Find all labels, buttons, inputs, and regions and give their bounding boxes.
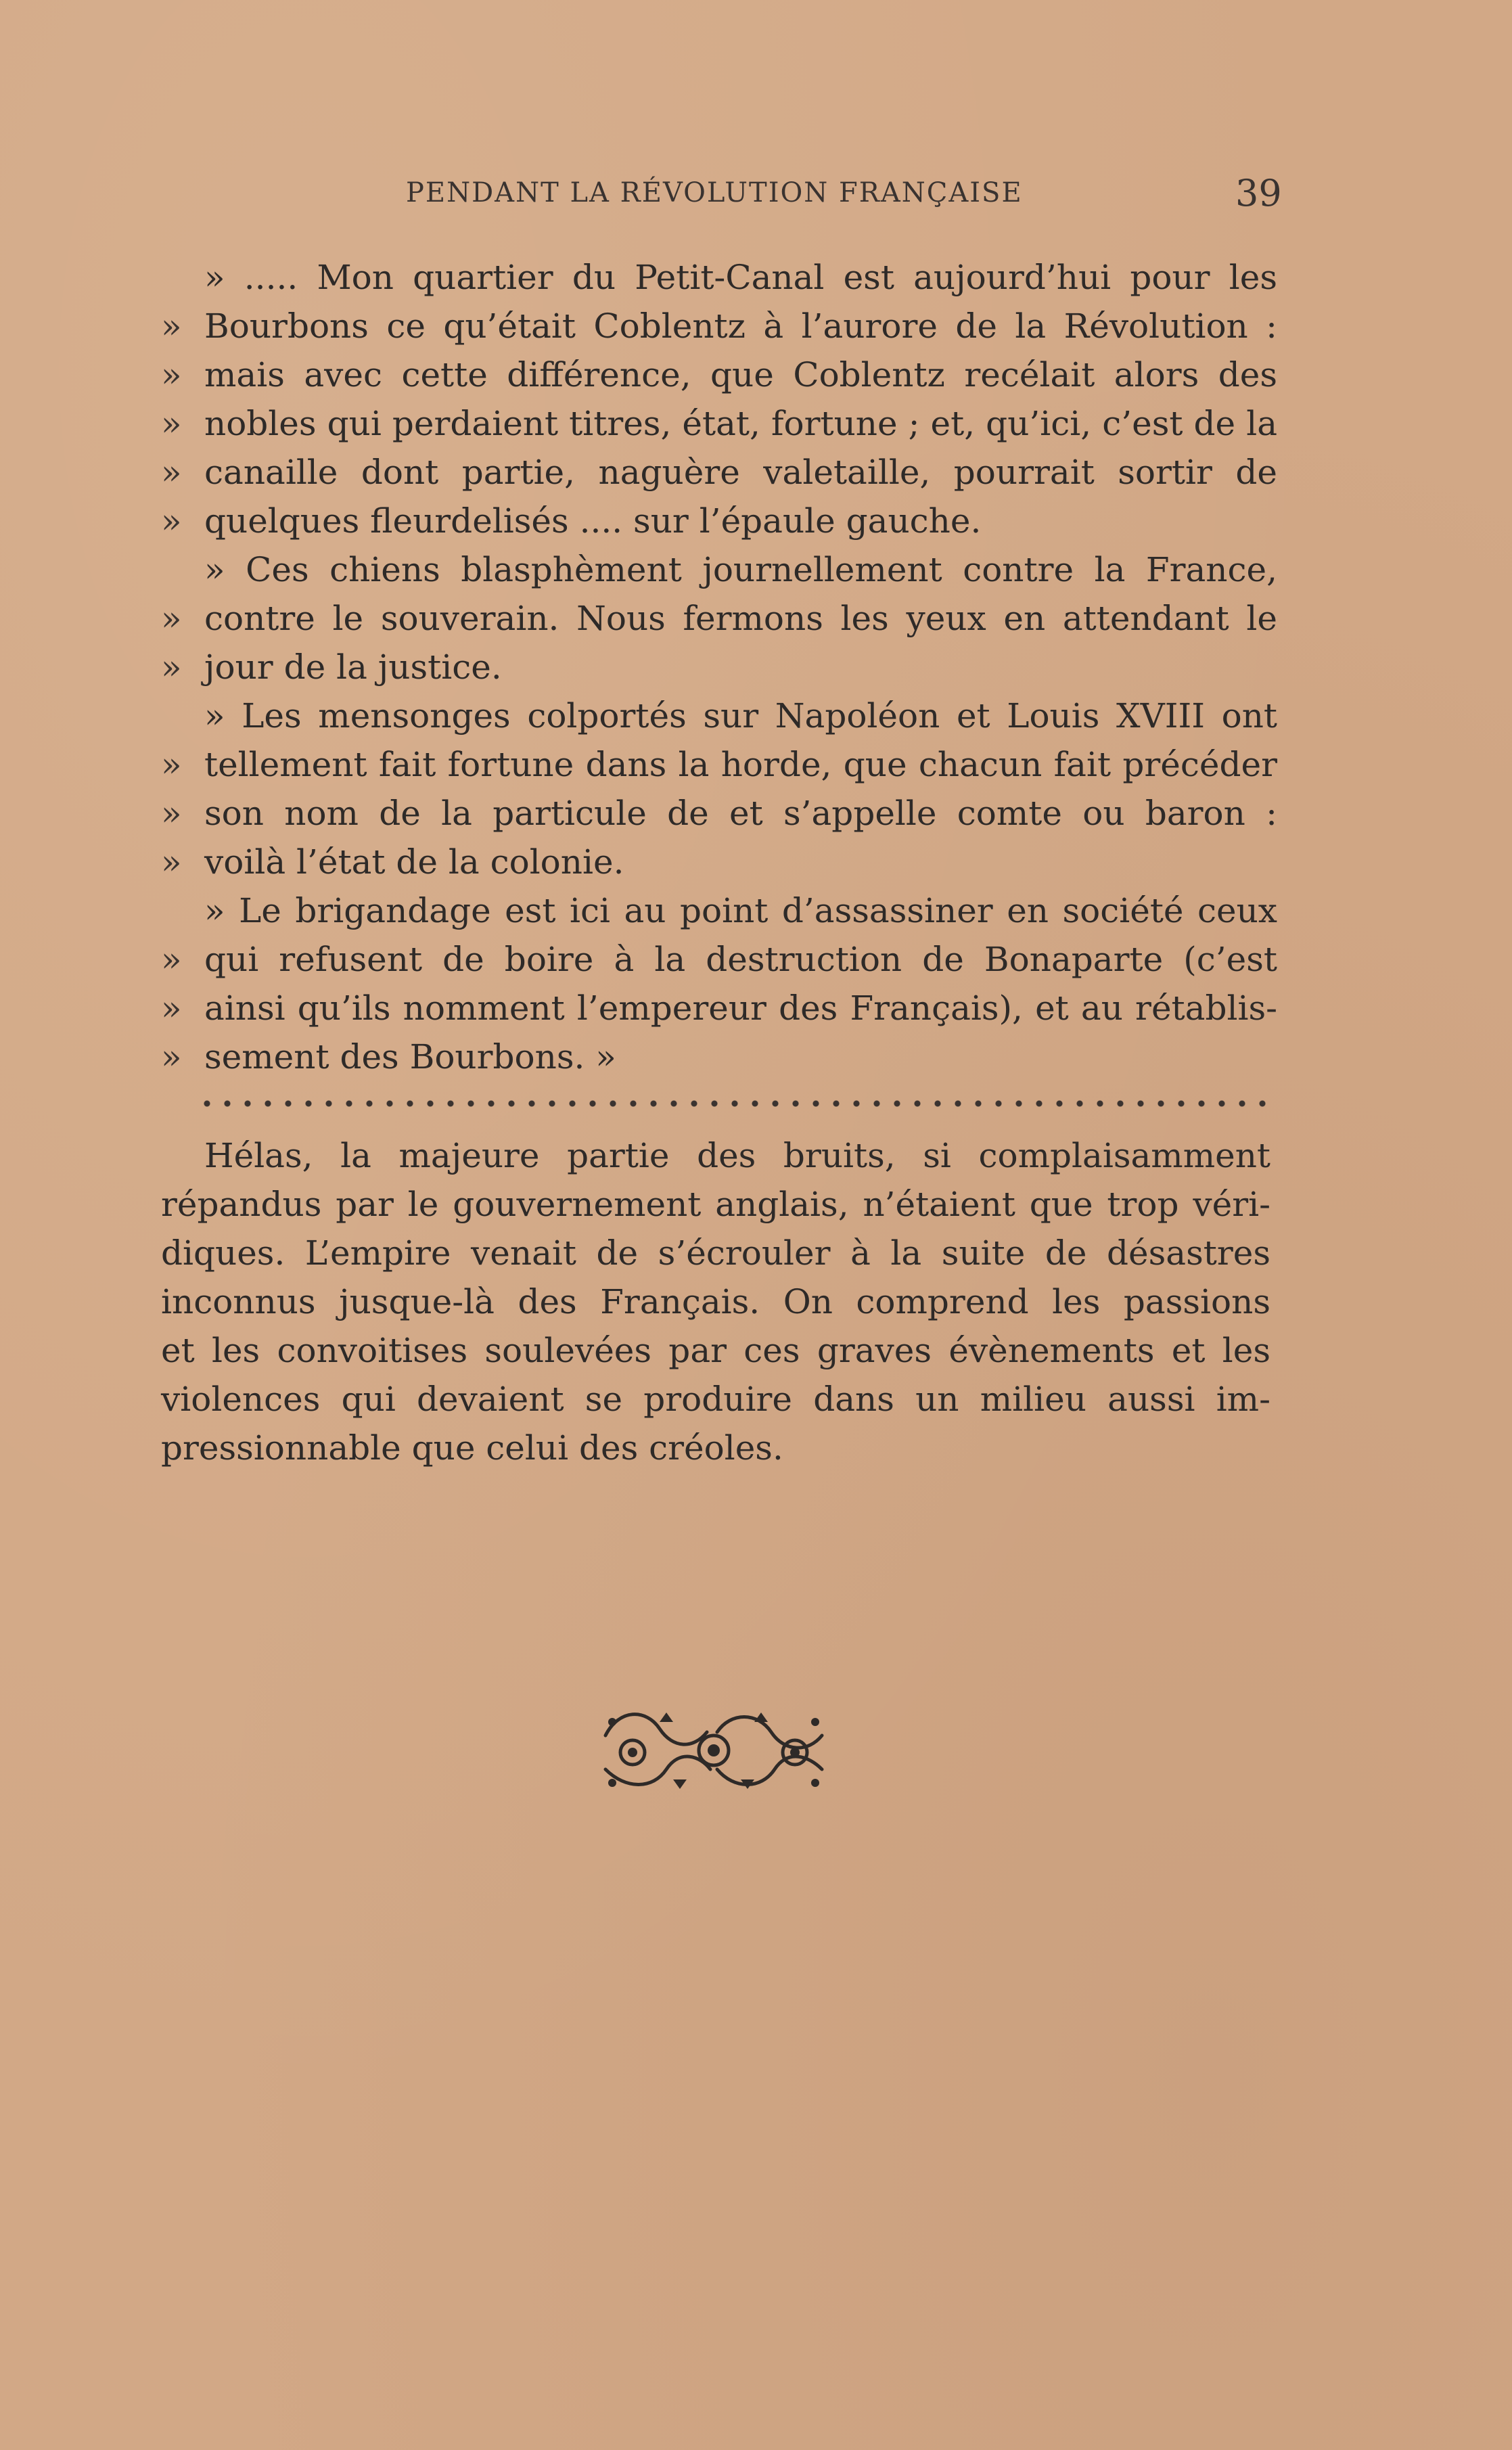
quote-line: [161, 789, 1277, 838]
quote-line: [161, 984, 1277, 1033]
quote-line-text: jour de la justice.: [204, 648, 502, 687]
body-line: inconnus jusque-là des Français. On comprend les passions: [161, 1282, 1270, 1321]
guillemet-mark: »: [161, 842, 182, 882]
quote-line: [161, 886, 1277, 935]
quote-line-text: canaille dont partie, naguère valetaille, pourrait sortir de: [204, 453, 1277, 492]
quote-line-text: son nom de la particule de et s’appelle comte ou baron :: [204, 794, 1277, 833]
body-line: pressionnable que celui des créoles.: [161, 1428, 783, 1468]
guillemet-mark: »: [161, 794, 182, 833]
quote-line-text: » Ces chiens blasphèment journellement contre la France,: [204, 550, 1277, 589]
quote-line-text: » Les mensonges colportés sur Napoléon et Louis XVIII ont: [204, 696, 1277, 735]
quote-line: [161, 302, 1277, 350]
quote-line-text: mais avec cette différence, que Coblentz recélait alors des: [204, 355, 1277, 394]
quoted-letter: [161, 253, 1277, 1081]
quote-line: [161, 691, 1277, 740]
quote-line: [161, 497, 1277, 545]
quote-line-text: voilà l’état de la colonie.: [204, 842, 624, 882]
page-number: 39: [1235, 172, 1282, 214]
quote-line-text: nobles qui perdaient titres, état, fortune ; et, qu’ici, c’est de la: [204, 404, 1277, 443]
guillemet-mark: »: [161, 599, 182, 638]
quote-line-text: sement des Bourbons. »: [204, 1037, 616, 1076]
body-line: et les convoitises soulevées par ces graves évènements et les: [161, 1331, 1270, 1370]
quote-line: [161, 1033, 1277, 1081]
quote-line: [161, 399, 1277, 448]
guillemet-mark: »: [161, 989, 182, 1028]
quote-line: [161, 838, 1277, 886]
quote-line: [161, 545, 1277, 594]
quote-line-text: qui refusent de boire à la destruction de Bonaparte (c’est: [204, 940, 1277, 979]
guillemet-mark: »: [161, 648, 182, 687]
body-line: répandus par le gouvernement anglais, n’étaient que trop véri-: [161, 1185, 1270, 1224]
quote-line: [161, 350, 1277, 399]
guillemet-mark: »: [161, 404, 182, 443]
quote-line: [161, 448, 1277, 497]
guillemet-mark: »: [161, 453, 182, 492]
guillemet-mark: »: [161, 745, 182, 784]
quote-line-text: » Le brigandage est ici au point d’assassiner en société ceux: [204, 891, 1277, 930]
guillemet-mark: »: [161, 355, 182, 394]
quote-line-text: quelques fleurdelisés .... sur l’épaule gauche.: [204, 501, 982, 541]
quote-line-text: tellement fait fortune dans la horde, que chacun fait précéder: [204, 745, 1277, 784]
quote-line-text: Bourbons ce qu’était Coblentz à l’aurore de la Révolution :: [204, 307, 1277, 346]
dotted-separator: [203, 1097, 1275, 1110]
quote-line: [161, 740, 1277, 789]
quote-line: [161, 594, 1277, 643]
quote-line: [161, 643, 1277, 691]
quote-line-text: ainsi qu’ils nomment l’empereur des Français), et au rétablis-: [204, 989, 1277, 1028]
guillemet-mark: »: [161, 1037, 182, 1076]
quote-line: [161, 935, 1277, 984]
quote-line-text: contre le souverain. Nous fermons les yeux en attendant le: [204, 599, 1277, 638]
body-line: diques. L’empire venait de s’écrouler à la suite de désastres: [161, 1233, 1270, 1273]
floral-tailpiece-icon: [592, 1695, 835, 1803]
body-line: violences qui devaient se produire dans un milieu aussi im-: [161, 1380, 1270, 1419]
quote-line-text: » ..... Mon quartier du Petit-Canal est aujourd’hui pour les: [204, 258, 1277, 297]
guillemet-mark: »: [161, 307, 182, 346]
running-head: PENDANT LA RÉVOLUTION FRANÇAISE: [406, 177, 1023, 208]
guillemet-mark: »: [161, 501, 182, 541]
body-paragraph: [161, 1131, 1270, 1472]
quote-line: [161, 253, 1277, 302]
body-line: Hélas, la majeure partie des bruits, si complaisamment: [204, 1136, 1270, 1175]
guillemet-mark: »: [161, 940, 182, 979]
